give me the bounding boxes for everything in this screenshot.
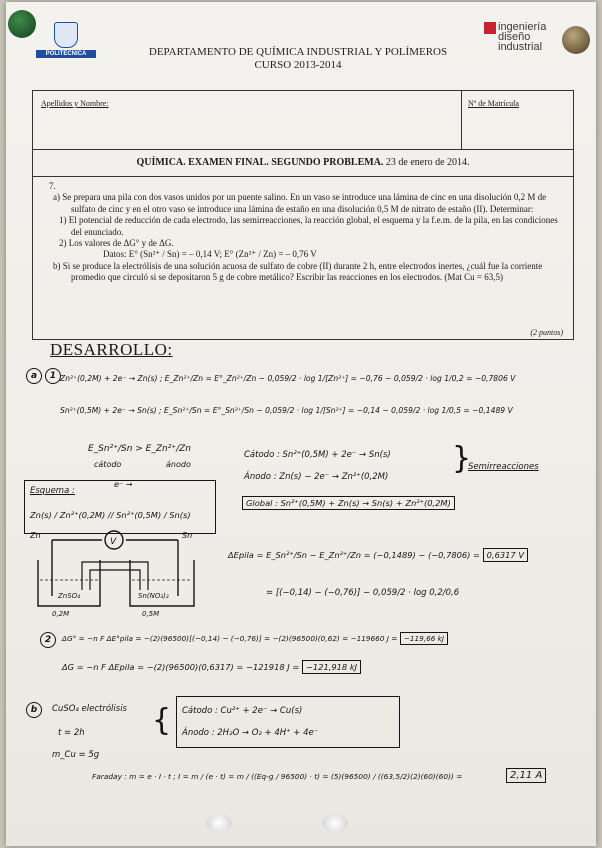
question-part-a1: 1) El potencial de reducción de cada electrodo, las semirreacciones, la reacción global, el esquema y la f.e.m. de la pila, en las condiciones del enunciado. xyxy=(59,215,558,237)
question-part-a: a) Se prepara una pila con dos vasos unidos por un puente salino. En un vaso se introduce una lámina de cinc en una disolución 0,2 M de sulfato de cinc y en el otro vaso se introduce una lámina de estaño en una disolución 0,5 M de nitrato de estaño (II). Determinar: xyxy=(53,192,547,214)
university-badge: POLITÉCNICA xyxy=(36,50,96,58)
part-2-label xyxy=(40,632,56,648)
department-name: DEPARTAMENTO DE QUÍMICA INDUSTRIAL Y POLÍMEROS xyxy=(148,46,448,58)
student-info-row xyxy=(33,91,573,150)
half-reactions-label: Semirreacciones xyxy=(468,462,539,472)
fem-result: 0,6317 V xyxy=(483,548,528,562)
fem-calculation xyxy=(228,550,528,560)
page-header xyxy=(102,46,494,72)
course-year: CURSO 2013-2014 xyxy=(254,59,342,71)
name-label: Apellidos y Nombre: xyxy=(41,99,109,108)
given-electrolysis: CuSO₄ electrólisis xyxy=(52,704,127,714)
question-text xyxy=(33,177,573,288)
fem-nernst: = [(−0,14) − (−0,76)] − 0,059/2 · log 0,2/0,6 xyxy=(266,588,460,598)
logo-mark-icon xyxy=(484,22,496,34)
question-data: Datos: E° (Sn²⁺ / Sn) = – 0,14 V; E° (Zn²⁺ / Zn) = – 0,76 V xyxy=(103,249,317,260)
faraday-calculation xyxy=(92,772,462,781)
given-mass: m_Cu = 5g xyxy=(52,750,100,760)
matricula-cell xyxy=(461,91,574,149)
part-2-circle: 2 xyxy=(40,632,56,648)
part-a-label: a xyxy=(26,368,42,384)
cell-diagram xyxy=(26,530,222,618)
scheme-label: Esquema : xyxy=(30,486,75,496)
exam-form xyxy=(32,90,574,340)
push-pin-green xyxy=(8,10,36,38)
logo-line: ingeniería xyxy=(498,21,547,33)
exam-title: QUÍMICA. EXAMEN FINAL. SEGUNDO PROBLEMA. xyxy=(136,157,384,168)
anode-word: ánodo xyxy=(166,460,191,469)
electron-flow: e⁻ → xyxy=(114,480,133,489)
electrode-zn-equation: Zn²⁺(0,2M) + 2e⁻ → Zn(s) ; E_Zn²⁺/Zn = E°_Zn²⁺/Zn − 0,059/2 · log 1/[Zn²⁺] = −0,76 − 0,059/2 · log 1/0,2 = −0,7806 V xyxy=(60,374,516,383)
matricula-label: Nº de Matrícula xyxy=(468,99,519,108)
cell-notation: Zn(s) / Zn²⁺(0,2M) // Sn²⁺(0,5M) / Sn(s) xyxy=(30,510,191,520)
electrolysis-brace: { xyxy=(152,703,172,738)
question-number: 7. xyxy=(49,181,56,191)
current-result: 2,11 A xyxy=(506,768,546,783)
salt-bridge xyxy=(82,562,148,590)
sn-electrode-label: Sn xyxy=(182,531,193,540)
push-pin-clear xyxy=(322,814,348,832)
anode-reaction: Ánodo : Zn(s) − 2e⁻ → Zn²⁺(0,2M) xyxy=(244,472,389,482)
gibbs-actual-result: −121,918 kJ xyxy=(302,660,361,674)
push-pin-clear xyxy=(206,814,232,832)
gibbs-actual xyxy=(62,662,361,672)
b-anode-reaction: Ánodo : 2H₂O → O₂ + 4H⁺ + 4e⁻ xyxy=(182,728,319,738)
beaker-sn-concentration: 0,5M xyxy=(142,610,160,618)
given-time: t = 2h xyxy=(58,728,85,738)
points-label: (2 puntos) xyxy=(530,328,563,337)
gibbs-standard-expression: ΔG° = −n F ΔE°pila = −(2)(96500)[(−0,14) − (−0,76)] = −(2)(96500)(0,62) = −119660 J = xyxy=(62,634,398,643)
logo-line: diseño xyxy=(498,31,531,43)
exam-title-row xyxy=(33,150,573,177)
part-1-label: 1 xyxy=(45,368,61,384)
part-b-label xyxy=(26,702,42,718)
crest-icon xyxy=(54,22,78,48)
fem-expression: ΔEpila = E_Sn²⁺/Sn − E_Zn²⁺/Zn = (−0,1489) − (−0,7806) = xyxy=(228,550,481,560)
school-logo xyxy=(484,22,564,52)
zn-electrode-label: Zn xyxy=(30,531,41,540)
exam-sheet xyxy=(6,2,596,846)
part-b-circle: b xyxy=(26,702,42,718)
development-heading: DESARROLLO: xyxy=(50,340,173,359)
part-label xyxy=(26,368,61,384)
electron-label: e⁻ xyxy=(114,480,124,489)
global-reaction: Global : Sn²⁺(0,5M) + Zn(s) → Sn(s) + Zn²⁺(0,2M) xyxy=(242,496,455,510)
half-reactions-brace: } xyxy=(452,441,472,476)
university-logo xyxy=(36,22,96,58)
logo-line: industrial xyxy=(498,41,543,53)
gibbs-standard-result: −119,66 kJ xyxy=(400,632,448,645)
cathode-reaction: Cátodo : Sn²⁺(0,5M) + 2e⁻ → Sn(s) xyxy=(244,450,391,460)
faraday-expression: Faraday : m = e · I · t ; I = m / (e · t) = m / ((Eq‑g / 96500) · t) = (5)(96500) / ((63,5/2)(2)(60)(60)) = xyxy=(92,772,463,781)
b-cathode-reaction: Cátodo : Cu²⁺ + 2e⁻ → Cu(s) xyxy=(182,706,303,716)
beaker-sn-solution: Sn(NO₃)₂ xyxy=(138,592,169,600)
voltmeter-symbol: V xyxy=(110,537,117,547)
beaker-zn-concentration: 0,2M xyxy=(52,610,70,618)
cathode-word: cátodo xyxy=(94,460,122,469)
question-part-a2: 2) Los valores de ΔG° y de ΔG. xyxy=(59,238,174,249)
push-pin-brown xyxy=(562,26,590,54)
potential-comparison: E_Sn²⁺/Sn > E_Zn²⁺/Zn xyxy=(88,444,191,454)
beaker-zn-solution: ZnSO₄ xyxy=(58,592,80,600)
question-part-b: b) Si se produce la electrólisis de una solución acuosa de sulfato de cobre (II) durante 2 h, entre electrodos inertes, ¿cuál fue la corriente promedio que circuló si se depositaron 5 g de cobre metálico? Escribir las reacciones en los electrodos. (Mat Cu = 63,5) xyxy=(53,260,543,283)
gibbs-standard xyxy=(62,634,448,643)
gibbs-actual-expression: ΔG = −n F ΔEpila = −(2)(96500)(0,6317) = −121918 J = xyxy=(62,662,300,672)
electrode-reactions-box xyxy=(176,696,400,748)
electrode-sn-equation: Sn²⁺(0,5M) + 2e⁻ → Sn(s) ; E_Sn²⁺/Sn = E°_Sn²⁺/Sn − 0,059/2 · log 1/[Sn²⁺] = −0,14 − 0,059/2 · log 1/0,5 = −0,1489 V xyxy=(60,406,513,415)
exam-date: 23 de enero de 2014. xyxy=(385,157,470,168)
